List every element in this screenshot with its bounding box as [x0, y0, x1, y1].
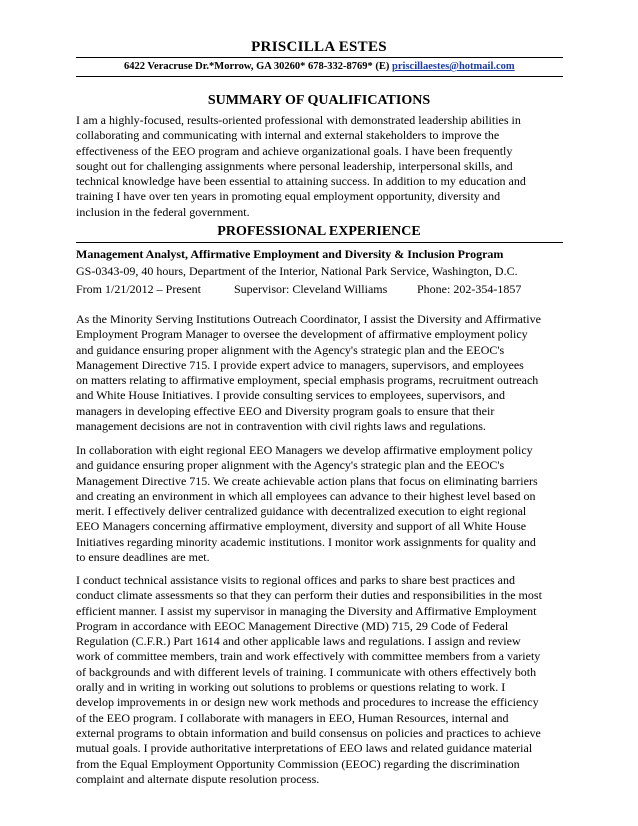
job-title: Management Analyst, Affirmative Employment and Diversity & Inclusion Program: [76, 247, 504, 261]
text-line: training I have over ten years in promoting equal employment opportunity, diversity and: [76, 189, 501, 204]
text-line: managers in developing effective EEO and Diversity program goals to ensure that their: [76, 403, 495, 418]
text-line: complaint and alternate dispute resolution process.: [76, 771, 320, 786]
text-line: to ensure deadlines are met.: [76, 550, 210, 565]
text-line: I conduct technical assistance visits to regional offices and parks to share best practices and: [76, 573, 515, 587]
text-line: effectiveness of the EEO program and achieve organizational goals. I have been frequently: [76, 143, 513, 158]
text-line: Employment Program Manager to oversee the development of affirmative employment policy: [76, 327, 528, 342]
text-line: EEO Managers concerning affirmative employment, diversity and support of all White House: [76, 519, 527, 534]
text-line: Program in accordance with EEOC Management Directive (MD) 715, 29 Code of Federal: [76, 618, 509, 633]
text-line: of backgrounds and with different levels of training. I communicate with others effectively both: [76, 664, 537, 679]
experience-paragraph-3: [76, 573, 568, 787]
job-dates: From 1/21/2012 – Present: [76, 282, 201, 296]
summary-paragraph: [76, 113, 568, 220]
text-line: and White House Initiatives. I provide consulting services to employees, supervisors, and: [76, 388, 506, 403]
text-line: Initiatives regarding minority academic institutions. I monitor work assignments for quality and: [76, 534, 536, 549]
applicant-name: PRISCILLA ESTES: [251, 39, 387, 55]
text-line: In collaboration with eight regional EEO Managers we develop affirmative employment policy: [76, 443, 533, 457]
text-line: merit. I effectively deliver centralized guidance with decentralized execution to eight regional: [76, 504, 527, 519]
text-line: Regulation (C.F.R.) Part 1614 and other applicable laws and regulations. I assign and review: [76, 634, 521, 649]
text-line: develop improvements in or design new work methods and procedures to increase the efficiency: [76, 695, 539, 710]
text-line: I am a highly-focused, results-oriented professional with demonstrated leadership abilities in: [76, 113, 521, 127]
experience-paragraph-1: [76, 312, 568, 434]
text-line: of the EEO program. I collaborate with managers in EEO, Human Resources, internal and: [76, 710, 509, 725]
text-line: management decisions are not in contravention with civil rights laws and regulations.: [76, 419, 486, 434]
header-top-rule: [76, 57, 563, 58]
text-line: work of committee members, train and work effectively with committee members from a variety: [76, 649, 541, 664]
text-line: Management Directive 715. I provide expert advice to managers, supervisors, and employees: [76, 357, 524, 372]
job-supervisor: Supervisor: Cleveland Williams: [234, 282, 388, 296]
job-phone: Phone: 202-354-1857: [417, 282, 522, 296]
email-link[interactable]: priscillaestes@hotmail.com: [392, 61, 515, 72]
text-line: As the Minority Serving Institutions Outreach Coordinator, I assist the Diversity and Affirmative: [76, 312, 541, 326]
text-line: Management Directive 715. We create achievable action plans that focus on eliminating barriers: [76, 473, 538, 488]
text-line: external programs to obtain information and build consensus on policies and practices to achieve: [76, 725, 541, 740]
experience-heading: PROFESSIONAL EXPERIENCE: [217, 224, 421, 239]
text-line: orally and in writing in working out solutions to problems or questions relating to work. I: [76, 680, 506, 695]
text-line: on matters relating to affirmative employment, special emphasis programs, recruitment outreach: [76, 373, 539, 388]
job-dates-line: [76, 281, 521, 297]
text-line: mutual goals. I provide authoritative interpretations of EEO laws and related guidance material: [76, 741, 533, 756]
text-line: sought out for challenging assignments where personal leadership, interpersonal skills, and: [76, 158, 513, 173]
text-line: and creating an environment in which all employees can advance to their highest level based on: [76, 488, 536, 503]
experience-rule: [76, 242, 563, 243]
experience-paragraph-2: [76, 443, 568, 565]
summary-heading: SUMMARY OF QUALIFICATIONS: [207, 93, 431, 108]
job-details: GS-0343-09, 40 hours, Department of the Interior, National Park Service, Washington, D.C.: [76, 264, 518, 278]
contact-line: [124, 60, 515, 74]
text-line: efficient manner. I assist my supervisor in managing the Diversity and Affirmative Employment: [76, 603, 537, 618]
text-line: collaborating and communicating with internal and external stakeholders to improve the: [76, 128, 500, 143]
text-line: and guidance ensuring proper alignment with the Agency's strategic plan and the EEOC's: [76, 342, 505, 357]
text-line: inclusion in the federal government.: [76, 204, 250, 219]
header-bottom-rule: [76, 76, 563, 77]
text-line: conduct climate assessments so that they can perform their duties and responsibilities in the most: [76, 588, 542, 603]
text-line: from the Equal Employment Opportunity Commission (EEOC) regarding the discrimination: [76, 756, 520, 771]
contact-address-phone: 6422 Veracruse Dr.*Morrow, GA 30260* 678-332-8769* (E): [124, 61, 393, 72]
text-line: technical knowledge have been essential to attaining success. In addition to my education and: [76, 174, 526, 189]
text-line: and guidance ensuring proper alignment with the Agency's strategic plan and the EEOC's: [76, 458, 505, 473]
